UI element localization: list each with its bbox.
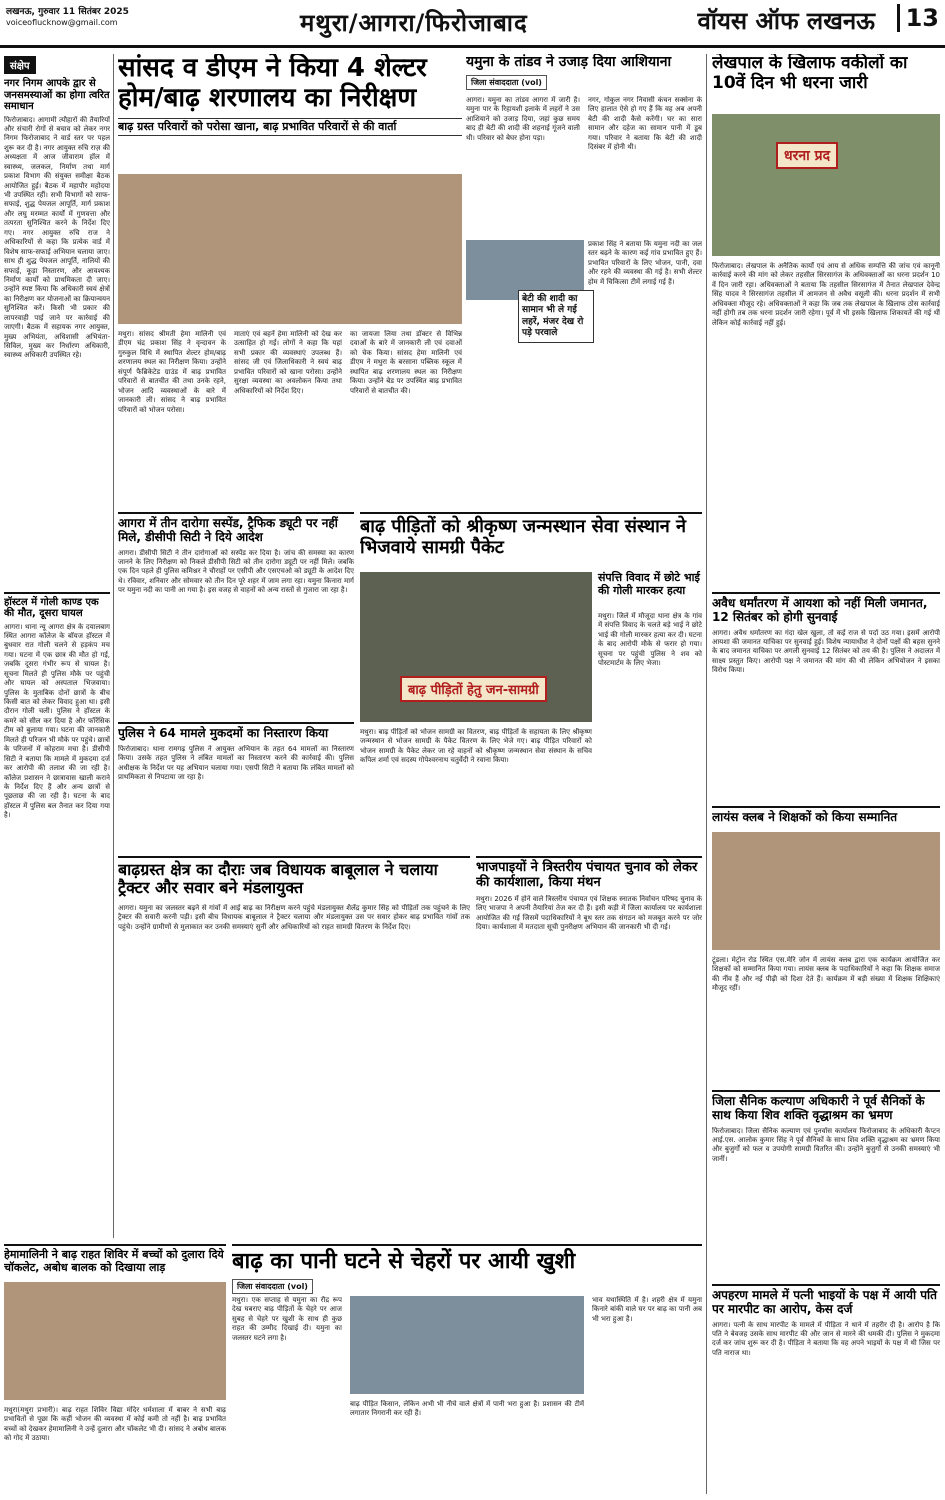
main-story-body-b: माताएं एवं बहनें हेमा मालिनी को देख कर उत्साहित हो गईं। लोगों ने कहा कि यहां सभी प्रकार की व्यवस्थाएं उपलब्ध हैं। सांसद जी एवं जिलाधिकारी ने स्वयं बाढ़ प्रभावित परिवारों को खाना परोसा। उन्होंने सुरक्षा व्यवस्था का अवलोकन किया तथा अधिकारियों को निर्देश दिए। <box>234 330 342 395</box>
page-number: 13 <box>897 4 939 32</box>
tractor-body: आगरा। यमुना का जलस्तर बढ़ने से गांवों में आई बाढ़ का निरीक्षण करने पहुंचे मंडलायुक्त शैलेंद्र कुमार सिंह को पीड़ितों तक पहुंचने के लिए ट्रैक्टर की सवारी करनी पड़ी। इसी बीच विधायक बाबूलाल ने ट्रैक्टर चलाया और मंडलायुक्त उस पर सवार होकर बाढ़ प्रभावित गांवों तक पहुंचे। उन्होंने ग्रामीणों से मुलाकात कर उनकी समस्याएं सुनीं और अधिकारियों को राहत सामग्री वितरण के निर्देश दिए। <box>118 903 470 931</box>
property-body: मथुरा। जिले में मौजूदा थाना क्षेत्र के गांव में संपत्ति विवाद के चलते बड़े भाई ने छोटे भाई की गोली मारकर हत्या कर दी। घटना के बाद आरोपी मौके से फरार हो गया। सूचना पर पहुंची पुलिस ने शव को पोस्टमार्टम के लिए भेजा। <box>598 612 702 668</box>
sanstha-body: मथुरा। बाढ़ पीड़ितों को भोजन सामग्री का वितरण, बाढ़ पीड़ितों के सहायता के लिए श्रीकृष्ण जन्मस्थान से भोजन सामग्री के पैकेट वितरण के लिए भेजे गए। बाढ़ पीड़ित परिवारों को भोजन सामग्री के पैकेट लेकर जा रहे वाहनों को श्रीकृष्ण जन्मस्थान सेवा संस्थान के सचिव कपिल शर्मा एवं सदस्य गोपेश्वरनाथ चतुर्वेदी ने रवाना किया। <box>360 728 592 765</box>
cases-headline: पुलिस ने 64 मामले मुकदमों का निस्तारण किया <box>118 726 329 740</box>
shelter-photo <box>118 174 462 324</box>
newspaper-brand: वॉयस ऑफ लखनऊ <box>697 7 875 35</box>
yamuna-headline: यमुना के तांडव ने उजाड़ दिया आशियाना <box>466 54 672 70</box>
issue-date: लखनऊ, गुरुवार 11 सितंबर 2025 <box>6 7 129 17</box>
column-divider <box>113 54 114 1238</box>
sanstha-headline: बाढ़ पीड़ितों को श्रीकृष्ण जन्मस्थान सेवा संस्थान ने भिजवाये सामग्री पैकेट <box>360 516 686 558</box>
protest-photo <box>712 114 940 256</box>
relief-truck-photo <box>360 572 592 722</box>
children-photo <box>4 1282 226 1400</box>
briefs-label: संक्षेप <box>4 56 36 74</box>
sainik-headline: जिला सैनिक कल्याण अधिकारी ने पूर्व सैनिकों के साथ किया शिव शक्ति वृद्धाश्रम का भ्रमण <box>712 1094 925 1122</box>
police-headline: आगरा में तीन दारोगा सस्पेंड, ट्रैफिक ड्यूटी पर नहीं मिले, डीसीपी सिटी ने दिये आदेश <box>118 516 338 544</box>
lawyers-headline: लेखपाल के खिलाफ वकीलों का 10वें दिन भी धरना जारी <box>712 54 908 93</box>
yamuna-body-b: नगर, गोकुल नगर निवासी कंचन सक्सेना के लिए हालात ऐसे हो गए हैं कि वह अब अपनी बेटी की शादी कैसे करेंगी। घर का सारा सामान और दहेज का सामान पानी में डूब गया। परिवार ने बताया कि बेटी की शादी दिसंबर में होनी थी। <box>588 96 702 152</box>
section-title: मथुरा/आगरा/फिरोजाबाद <box>300 9 528 37</box>
sanstha-story <box>360 512 702 852</box>
lions-headline: लायंस क्लब ने शिक्षकों को किया सम्मानित <box>712 810 898 824</box>
conversion-headline: अवैध धर्मांतरण में आयशा को नहीं मिली जमानत, 12 सितंबर को होगी सुनवाई <box>712 596 928 624</box>
bjp-headline: भाजपाइयों ने त्रिस्तरीय पंचायत चुनाव को लेकर की कार्यशाला, किया मंथन <box>476 860 698 890</box>
main-story-body-c: का जायजा लिया तथा डॉक्टर से विभिन्न दवाओं के बारे में जानकारी ली एवं दवाओं को चेक किया। सांसद हेमा मालिनी एवं डीएम ने मथुरा के बरसाना पब्लिक स्कूल में स्थापित बाढ़ शरणालय स्थल का निरीक्षण किया। उन्होंने बेड पर उपस्थित बाढ़ प्रभावित परिवारों से बातचीत की। <box>350 330 462 395</box>
brief-1-headline: नगर निगम आपके द्वार से जनसमस्याओं का होगा त्वरित समाधान <box>4 78 110 112</box>
assault-story <box>712 1284 940 1496</box>
cases-story <box>118 722 354 840</box>
lions-body: टूंडला। मेट्रोन रोड स्थित एस.मेरि जोन में लायंस क्लब द्वारा एक कार्यक्रम आयोजित कर शिक्षकों को सम्मानित किया गया। लायंस क्लब के पदाधिकारियों ने कहा कि शिक्षक समाज की नींव हैं और नई पीढ़ी को दिशा देते हैं। कार्यक्रम में बड़ी संख्या में शिक्षक शिक्षिकाएं मौजूद रहीं। <box>712 956 940 993</box>
water-body-c: भाव यथास्थिति में है। शहरी क्षेत्र में यमुना किनारे बांकी वाले घर पर बाढ़ का पानी अब भी भरा हुआ है। <box>592 1296 702 1323</box>
brief-2-body: आगरा। थाना न्यू आगरा क्षेत्र के दयालबाग स्थित आगरा कॉलेज के बॉयज हॉस्टल में बुधवार रात गोली चलने से हड़कंप मच गया। घटना में एक छात्र की मौत हो गई, जबकि दूसरा गंभीर रूप से घायल है। सूचना मिलते ही पुलिस मौके पर पहुंची और घायल को अस्पताल भिजवाया। पुलिस के मुताबिक दोनों छात्रों के बीच किसी बात को लेकर विवाद हुआ था। इसी दौरान गोली चली। पुलिस ने हॉस्टल के कमरे को सील कर दिया है और फॉरेंसिक टीम को बुलाया गया। घटना की जानकारी मिलते ही परिजन भी मौके पर पहुंचे। छात्रों के परिजनों में कोहराम मचा है। डीसीपी सिटी ने बताया कि मामले में मुकदमा दर्ज कर आरोपी की तलाश की जा रही है। कॉलेज प्रशासन ने छात्रावास खाली कराने के निर्देश दिए हैं और अन्य छात्रों से पूछताछ की जा रही है। घटना के बाद हॉस्टल में पुलिस बल तैनात कर दिया गया है। <box>4 622 110 820</box>
brief-2-headline: हॉस्टल में गोली काण्ड एक की मौत, दूसरा घायल <box>4 592 110 620</box>
tractor-story <box>118 856 470 1088</box>
cases-body: फिरोजाबाद। थाना रामगढ़ पुलिस ने आयुक्त अभियान के तहत 64 मामलों का निस्तारण किया। उसके तहत पुलिस ने लंबित मामलों का निस्तारण करने की कार्रवाई की। पुलिस अधीक्षक के निर्देश पर यह अभियान चलाया गया। एसपी सिटी ने बताया कि लंबित मामलों को प्राथमिकता से निपटाया जा रहा है। <box>118 744 354 782</box>
main-story-headline: सांसद व डीएम ने किया 4 शेल्टर होम/बाढ़ शरणालय का निरीक्षण <box>118 54 427 113</box>
yamuna-body-a: आगरा। यमुना का तांडव आगरा में जारी है। यमुना पार के रिहायशी इलाके में लहरों ने उस आशियाने को उजाड़ दिया, जहां कुछ समय बाद ही बेटी की शादी की शहनाई गूंजने वाली थी। परिवार को बेघर होना पड़ा। <box>466 96 580 142</box>
briefs-column <box>4 54 110 1238</box>
protest-banner: धरना प्रद <box>776 142 838 169</box>
column-divider <box>706 54 707 1494</box>
police-story <box>118 512 354 718</box>
relief-banner: बाढ़ पीड़ितों हेतु जन-सामग्री <box>400 676 547 702</box>
lions-story <box>712 806 940 1086</box>
water-story <box>232 1244 702 1496</box>
water-body-b: बाढ़ पीड़ित किसान, लेकिन अभी भी नीचे वाले क्षेत्रों में पानी भरा हुआ है। प्रशासन की टीमें लगातार निगरानी कर रही हैं। <box>350 1400 584 1418</box>
main-story-body-d: प्रकाश सिंह ने बताया कि यमुना नदी का जल स्तर बढ़ने के कारण कई गांव प्रभावित हुए हैं। प्रभावित परिवारों के लिए भोजन, पानी, दवा और रहने की व्यवस्था की गई है। सभी शेल्टर होम में चिकित्सा टीमें लगाई गई हैं। <box>588 240 702 286</box>
brief-1-body: फिरोजाबाद। आगामी त्यौहारों की तैयारियों और संचारी रोगों से बचाव को लेकर नगर निगम फिरोजाबाद ने वार्ड स्तर पर पहल शुरू कर दी है। नगर आयुक्त रुचि राज़ की अध्यक्षता में आज जीवाराम हॉल में स्वास्थ्य, जलकल, निर्माण तथा मार्ग प्रकाश विभाग की संयुक्त समीक्षा बैठक आयोजित हुई। बैठक में महापौर महोदया भी उपस्थित रहीं। सभी विभागों को साफ-सफाई, शुद्ध पेयजल आपूर्ति, मार्ग प्रकाश और लघु मरम्मत कार्यों में गुणवत्ता और तत्परता सुनिश्चित करने के निर्देश दिए गए। नगर आयुक्त रुचि राज ने अधिकारियों से कहा कि प्रत्येक वार्ड में विशेष साफ-सफाई अभियान चलाया जाए। साथ ही शुद्ध पेयजल आपूर्ति, नालियों की सफाई, कूड़ा निस्तारण, और आवश्यक निर्माण कार्यों को प्राथमिकता दी जाए। उन्होंने स्पष्ट किया कि अधिकारी स्वयं क्षेत्रों का निरीक्षण कर योजनाओं का क्रियान्वयन सुनिश्चित करें। किसी भी प्रकार की लापरवाही पाई जाने पर कार्रवाई की जाएगी। बैठक में सहायक नगर आयुक्त, मुख्य अभियंता, अधिशासी अभियंता-सिविल, मुख्य कर निर्धारण अधिकारी, स्वास्थ्य अधिकारी उपस्थित रहे। <box>4 115 110 360</box>
main-story-body-a: मथुरा। सांसद श्रीमती हेमा मालिनी एवं डीएम चंद्र प्रकाश सिंह ने वृन्दावन के गुरुकुल विधि में स्थापित शेल्टर होम/बाढ़ शरणालय स्थल का निरीक्षण किया। उन्होंने संपूर्ण फैब्रिकेटेड ग्राउंड में बाढ़ प्रभावित परिवारों से बातचीत की तथा उनके रहने, भोजन आदि व्यवस्थाओं के बारे में जानकारी ली। सांसद ने बाढ़ प्रभावित परिवारों को भोजन परोसा। <box>118 330 226 414</box>
river-photo <box>350 1296 584 1394</box>
assault-headline: अपहरण मामले में पत्नी भाइयों के पक्ष में आयी पति पर मारपीट का आरोप, केस दर्ज <box>712 1288 937 1316</box>
teachers-photo <box>712 832 940 950</box>
contact-email: voiceoflucknow@gmail.com <box>6 18 118 27</box>
yamuna-credit: जिला संवाददाता (vol) <box>466 75 547 90</box>
water-body-a: मथुरा। एक सप्ताह से यमुना का रौद्र रूप देख घबराए बाढ़ पीड़ितों के चेहरे पर आज सुबह से चेहरे पर खुशी के साथ ही कुछ राहत की उम्मीद दिखाई दी। यमुना का जलस्तर घटने लगा है। <box>232 1296 342 1342</box>
sainik-body: फिरोजाबाद। जिला सैनिक कल्याण एवं पुनर्वास कार्यालय फिरोजाबाद के अधिकारी कैप्टन आई.एस. आलोक कुमार सिंह ने पूर्व सैनिकों के साथ शिव शक्ति वृद्धाश्रम का भ्रमण किया और बुजुर्गों को फल व उपयोगी सामग्री वितरित की। उन्होंने बुजुर्गों से उनकी समस्याएं भी जानीं। <box>712 1126 940 1163</box>
sainik-story <box>712 1090 940 1280</box>
lawyers-body: फिरोजाबाद। लेखपाल के अनैतिक कार्यों एवं आय से अधिक सम्पत्ति की जांच एवं कानूनी कार्रवाई करने की मांग को लेकर तहसील सिरसागंज के अधिवक्ताओं का धरना प्रदर्शन 10 वें दिन जारी रहा। अधिवक्ताओं ने बताया कि तहसील सिरसागंज में तैनात लेखपाल देवेन्द्र सिंह यादव ने सिरसागंज तहसील में आमजन से अवैध वसूली की। धरना प्रदर्शन में सभी अधिवक्ता मौजूद रहे। अधिवक्ताओं ने कहा कि जब तक लेखपाल के खिलाफ ठोस कार्रवाई नहीं होगी तब तक धरना प्रदर्शन जारी रहेगा। पूर्व में भी इसके खिलाफ शिकायतें की गई थीं लेकिन कोई कार्रवाई नहीं हुई। <box>712 262 940 327</box>
bjp-story <box>476 856 702 1088</box>
tractor-headline: बाढ़ग्रस्त क्षेत्र का दौराः जब विधायक बाबूलाल ने चलाया ट्रैक्टर और सवार बने मंडलायुक्त <box>118 860 438 898</box>
hema-headline: हेमामालिनी ने बाढ़ राहत शिविर में बच्चों को दुलारा दिये चॉकलेट, अबोध बालक को दिखाया लाड़ <box>4 1248 224 1274</box>
page-header <box>0 0 945 48</box>
conversion-story <box>712 592 940 798</box>
bjp-body: मथुरा। 2026 में होने वाले त्रिस्तरीय पंचायत एवं शिक्षक स्नातक निर्वाचन परिषद चुनाव के लिए भाजपा ने अपनी तैयारियां तेज कर दी हैं। इसी कड़ी में जिला कार्यालय पर कार्यशाला आयोजित की गई जिसमें पदाधिकारियों ने बूथ स्तर तक संगठन को मजबूत करने पर जोर दिया। कार्यशाला में मतदाता सूची पुनरीक्षण अभियान की जानकारी भी दी गई। <box>476 894 702 932</box>
assault-body: आगरा। पत्नी के साथ मारपीट के मामले में पीड़िता ने थाने में तहरीर दी है। आरोप है कि पति ने बेवजह उसके साथ मारपीट की और जान से मारने की धमकी दी। पुलिस ने मुकदमा दर्ज कर जांच शुरू कर दी है। पीड़िता ने बताया कि वह अपने भाइयों के पक्ष में थी जिस पर पति नाराज था। <box>712 1320 940 1357</box>
conversion-body: आगरा। अवैध धर्मांतरण का गंदा खेल खुला, तो कई राज से पर्दा उठ गया। इसमें आरोपी आयशा की जमानत याचिका पर सुनवाई हुई। विशेष न्यायाधीश ने दोनों पक्षों की बहस सुनने के बाद जमानत याचिका पर अगली सुनवाई 12 सितंबर को तय की है। पुलिस ने अदालत में साक्ष्य प्रस्तुत किए। आरोपी पक्ष ने जमानत की मांग की थी लेकिन अभियोजन ने इसका विरोध किया। <box>712 628 940 675</box>
main-story-subhead: बाढ़ ग्रस्त परिवारों को परोसा खाना, बाढ़ प्रभावित परिवारों से की वार्ता <box>118 118 462 137</box>
water-credit: जिला संवाददाता (vol) <box>232 1279 313 1294</box>
hema-body: मथुरा(मथुरा प्रभारी)। बाढ़ राहत शिविर विद्या मंदिर धर्मशाला में बाबर ने सभी बाढ़ प्रभावितों से पूछा कि कहीं भोजन की व्यवस्था में कोई कमी तो नहीं है। बाढ़ प्रभावित बच्चों को देखकर हेमामालिनी ने उन्हें दुलारा और चॉकलेट भी दी। सांसद ने अबोध बालक को गोद में उठाया। <box>4 1406 226 1443</box>
yamuna-photo-caption: बेटी की शादी का सामान भी ले गई लहरें, मंजर देख रो पड़े परवाले <box>518 290 594 343</box>
water-headline: बाढ़ का पानी घटने से चेहरों पर आयी खुशी <box>232 1249 576 1274</box>
property-headline: संपत्ति विवाद में छोटे भाई की गोली मारकर हत्या <box>598 571 700 597</box>
main-story <box>118 54 462 508</box>
lawyers-story <box>712 54 940 588</box>
hema-story <box>4 1244 226 1496</box>
police-body: आगरा। डीसीपी सिटी ने तीन दारोगाओं को सस्पेंड कर दिया है। जांच की समस्या का कारण जानने के लिए निरीक्षण को निकले डीसीपी सिटी को तीन दारोगा ड्यूटी पर नहीं मिले। जबकि एक दिन पहले ही पुलिस कमिश्नर ने चौराहों पर एसीपी और एसएचओ को ड्यूटी के आदेश दिए थे। रविवार, शनिवार और सोमवार को तीन दिन पूरे शहर में जाम लगा रहा। यमुना किनारा मार्ग पर यमुना नदी का पानी आ गया है। इस वजह से वाहनों को अन्य रास्तों से गुजारा जा रहा है। <box>118 548 354 595</box>
yamuna-story <box>466 54 702 508</box>
